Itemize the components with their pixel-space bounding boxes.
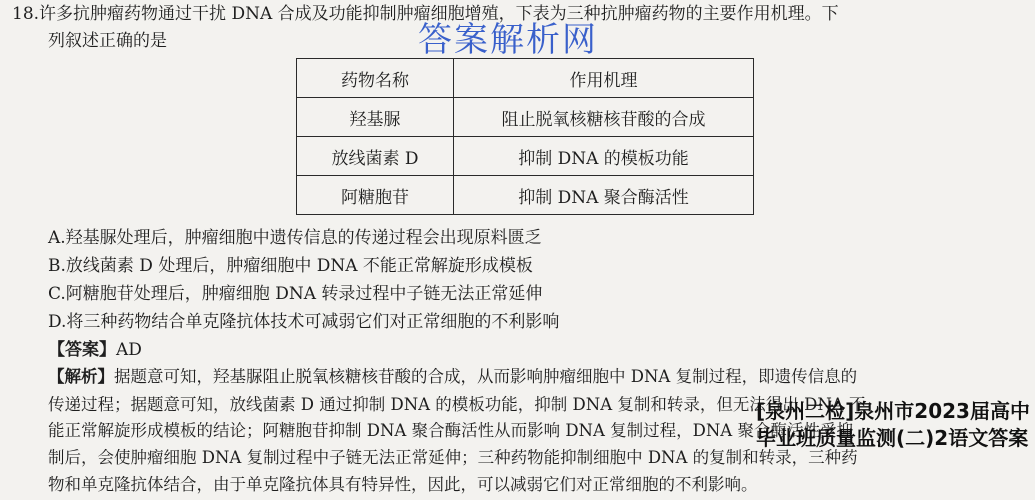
question-line-1: 18.许多抗肿瘤药物通过干扰 DNA 合成及功能抑制肿瘤细胞增殖，下表为三种抗肿瘤药物的主要作用机理。下 xyxy=(12,4,839,24)
answer-label: 【答案】 xyxy=(48,340,116,360)
explanation-line-3: 能正常解旋形成模板的结论；阿糖胞苷抑制 DNA 聚合酶活性从而影响 DNA 复制过程，DNA 聚合酶活性受抑 xyxy=(48,421,853,440)
table-cell-drug: 阿糖胞苷 xyxy=(297,176,454,215)
table-cell-drug: 羟基脲 xyxy=(297,98,454,137)
table-cell-mechanism: 抑制 DNA 聚合酶活性 xyxy=(454,176,754,215)
table-cell-drug: 放线菌素 D xyxy=(297,137,454,176)
answer-line xyxy=(48,339,142,361)
option-a: A.羟基脲处理后，肿瘤细胞中遗传信息的传递过程会出现原料匮乏 xyxy=(48,228,542,248)
table-header-row xyxy=(297,59,754,98)
explanation-line-2: 传递过程；据题意可知，放线菌素 D 通过抑制 DNA 的模板功能，抑制 DNA 复制和转录，但无法得出 DNA 不 xyxy=(48,395,866,414)
option-d: D.将三种药物结合单克隆抗体技术可减弱它们对正常细胞的不利影响 xyxy=(48,312,560,332)
option-c: C.阿糖胞苷处理后，肿瘤细胞 DNA 转录过程中子链无法正常延伸 xyxy=(48,284,543,304)
explanation-line-5: 物和单克隆抗体结合，由于单克隆抗体具有特异性，因此，可以减弱它们对正常细胞的不利影响。 xyxy=(48,475,758,494)
header-mechanism: 作用机理 xyxy=(454,59,754,98)
explanation-line-4: 制后，会使肿瘤细胞 DNA 复制过程中子链无法正常延伸；三种药物能抑制细胞中 DNA 的复制和转录，三种药 xyxy=(48,448,858,467)
table-row xyxy=(297,176,754,215)
site-watermark: 答案解析网 xyxy=(418,20,598,60)
explanation-line-1 xyxy=(48,366,857,388)
drug-mechanism-table xyxy=(296,58,754,215)
explanation-label: 【解析】 xyxy=(48,367,114,386)
header-drug-name: 药物名称 xyxy=(297,59,454,98)
table-row xyxy=(297,98,754,137)
explanation-text-1: 据题意可知，羟基脲阻止脱氧核糖核苷酸的合成，从而影响肿瘤细胞中 DNA 复制过程，即遗传信息的 xyxy=(114,367,858,386)
question-line-2: 列叙述正确的是 xyxy=(48,31,167,51)
promo-overlay-link[interactable]: [泉州二检]泉州市2023届高中毕业班质量监测(二)2语文答案 xyxy=(756,399,1030,450)
table-cell-mechanism: 阻止脱氧核糖核苷酸的合成 xyxy=(454,98,754,137)
table-cell-mechanism: 抑制 DNA 的模板功能 xyxy=(454,137,754,176)
table-row xyxy=(297,137,754,176)
option-b: B.放线菌素 D 处理后，肿瘤细胞中 DNA 不能正常解旋形成模板 xyxy=(48,256,533,276)
answer-value: AD xyxy=(116,340,142,360)
